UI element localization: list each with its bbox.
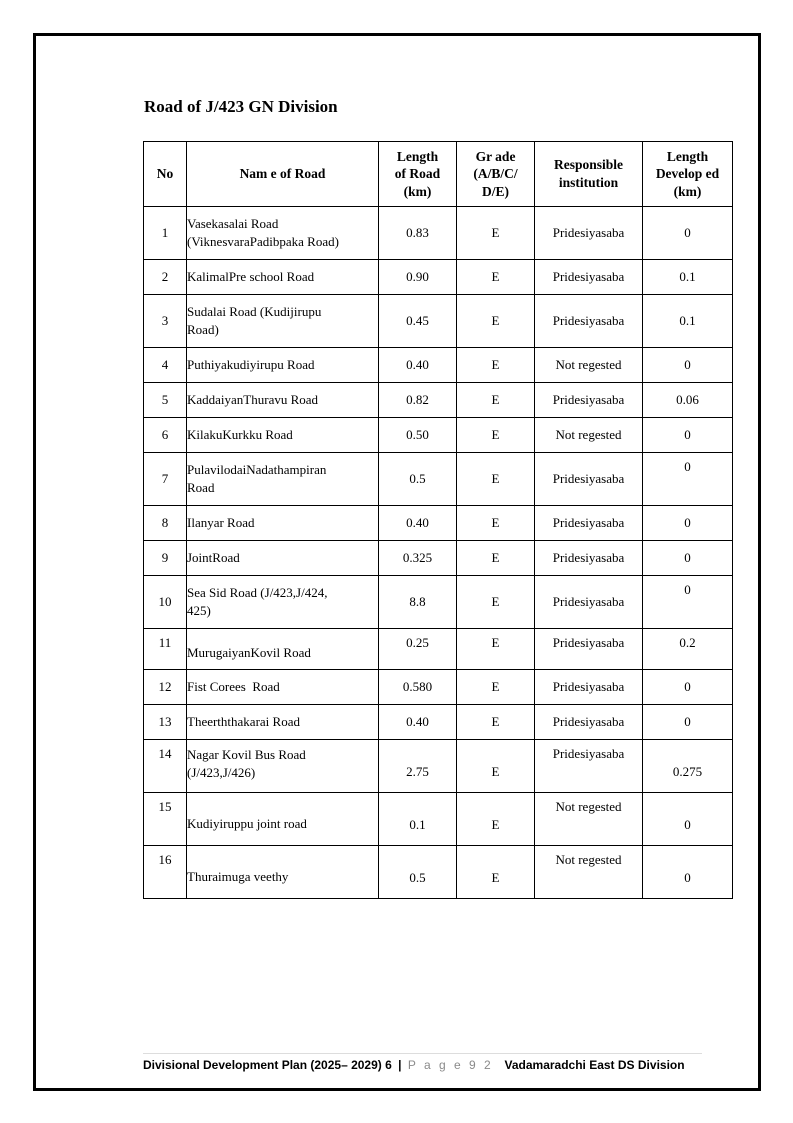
row-institution: Pridesiyasaba <box>535 383 643 418</box>
row-no: 4 <box>144 348 187 383</box>
footer-page-number: P a g e 9 2 <box>407 1058 494 1072</box>
row-length: 0.90 <box>379 260 457 295</box>
row-institution: Pridesiyasaba <box>535 576 643 629</box>
row-grade: E <box>457 295 535 348</box>
row-name-line-1: Sea Sid Road (J/423,J/424, <box>187 585 328 601</box>
row-grade: E <box>457 207 535 260</box>
row-length: 0.82 <box>379 383 457 418</box>
header-no: No <box>144 142 187 207</box>
row-length: 0.25 <box>379 629 457 670</box>
header-institution <box>535 142 643 207</box>
row-no: 15 <box>144 793 187 846</box>
row-name: KaddaiyanThuravu Road <box>187 383 379 418</box>
row-grade: E <box>457 793 535 846</box>
row-institution: Pridesiyasaba <box>535 740 643 793</box>
table-row <box>144 541 733 576</box>
row-developed: 0 <box>643 348 733 383</box>
row-institution: Pridesiyasaba <box>535 705 643 740</box>
row-length: 0.40 <box>379 506 457 541</box>
table-row <box>144 705 733 740</box>
footer-plan-title: Divisional Development Plan (2025– 2029) 6 <box>143 1058 392 1072</box>
row-developed: 0.275 <box>643 740 733 793</box>
row-institution: Pridesiyasaba <box>535 670 643 705</box>
table-row <box>144 629 733 670</box>
row-length: 0.45 <box>379 295 457 348</box>
header-length-line-2: of Road <box>394 166 441 182</box>
row-institution: Pridesiyasaba <box>535 629 643 670</box>
header-institution-line-1: Responsible <box>553 157 624 173</box>
row-name <box>187 295 379 348</box>
row-no: 2 <box>144 260 187 295</box>
row-length: 0.40 <box>379 348 457 383</box>
row-length: 2.75 <box>379 740 457 793</box>
table-row <box>144 418 733 453</box>
row-grade: E <box>457 629 535 670</box>
row-institution: Pridesiyasaba <box>535 295 643 348</box>
row-name-line-2: Road <box>187 480 215 495</box>
row-length: 0.50 <box>379 418 457 453</box>
header-length-line-1: Length <box>396 148 439 164</box>
row-name <box>187 740 379 793</box>
header-length-line-3: (km) <box>403 183 432 199</box>
header-grade-line-2: (A/B/C/ <box>473 166 518 182</box>
row-grade: E <box>457 418 535 453</box>
row-name: KalimalPre school Road <box>187 260 379 295</box>
row-name: Kudiyiruppu joint road <box>187 793 379 846</box>
row-name: KilakuKurkku Road <box>187 418 379 453</box>
row-no: 16 <box>144 846 187 899</box>
row-institution: Pridesiyasaba <box>535 207 643 260</box>
row-grade: E <box>457 453 535 506</box>
row-name: MurugaiyanKovil Road <box>187 629 379 670</box>
row-name-line-1: Nagar Kovil Bus Road <box>187 747 306 762</box>
row-name-line-2: Road) <box>187 322 219 337</box>
table-row <box>144 506 733 541</box>
header-developed-line-2: Develop ed <box>655 166 720 182</box>
header-developed-line-3: (km) <box>673 183 702 199</box>
row-length: 0.5 <box>379 846 457 899</box>
table-row <box>144 348 733 383</box>
header-length <box>379 142 457 207</box>
row-institution: Pridesiyasaba <box>535 541 643 576</box>
row-grade: E <box>457 260 535 295</box>
row-developed: 0 <box>643 506 733 541</box>
row-name <box>187 576 379 629</box>
page-title: Road of J/423 GN Division <box>144 97 338 116</box>
row-name: Thuraimuga veethy <box>187 846 379 899</box>
row-length: 0.1 <box>379 793 457 846</box>
table-row <box>144 793 733 846</box>
row-grade: E <box>457 506 535 541</box>
header-name: Nam e of Road <box>187 142 379 207</box>
row-institution: Pridesiyasaba <box>535 506 643 541</box>
header-developed <box>643 142 733 207</box>
row-no: 11 <box>144 629 187 670</box>
row-no: 9 <box>144 541 187 576</box>
footer-division-name: Vadamaradchi East DS Division <box>504 1058 685 1072</box>
row-developed: 0 <box>643 541 733 576</box>
row-developed: 0 <box>643 705 733 740</box>
row-name: Theerththakarai Road <box>187 705 379 740</box>
row-no: 10 <box>144 576 187 629</box>
table-row <box>144 740 733 793</box>
row-name-line-2: (ViknesvaraPadibpaka Road) <box>187 234 339 249</box>
row-grade: E <box>457 348 535 383</box>
row-developed: 0 <box>643 453 733 506</box>
row-no: 7 <box>144 453 187 506</box>
roads-table <box>143 141 733 899</box>
row-grade: E <box>457 541 535 576</box>
row-name: Ilanyar Road <box>187 506 379 541</box>
row-no: 12 <box>144 670 187 705</box>
row-name: Puthiyakudiyirupu Road <box>187 348 379 383</box>
row-no: 14 <box>144 740 187 793</box>
footer-separator: | <box>398 1058 402 1072</box>
row-length: 0.83 <box>379 207 457 260</box>
row-length: 8.8 <box>379 576 457 629</box>
header-institution-line-2: institution <box>558 175 619 190</box>
row-name-line-2: (J/423,J/426) <box>187 764 256 780</box>
header-grade <box>457 142 535 207</box>
row-name <box>187 453 379 506</box>
row-institution: Not regested <box>535 846 643 899</box>
row-grade: E <box>457 846 535 899</box>
row-name-line-2: 425) <box>187 603 211 618</box>
footer-divider <box>143 1053 702 1054</box>
table-row <box>144 260 733 295</box>
row-developed: 0 <box>643 793 733 846</box>
row-developed: 0.2 <box>643 629 733 670</box>
row-no: 6 <box>144 418 187 453</box>
row-grade: E <box>457 705 535 740</box>
row-developed: 0 <box>643 418 733 453</box>
row-institution: Not regested <box>535 348 643 383</box>
row-developed: 0 <box>643 846 733 899</box>
table-row <box>144 295 733 348</box>
row-length: 0.580 <box>379 670 457 705</box>
row-grade: E <box>457 740 535 793</box>
row-length: 0.40 <box>379 705 457 740</box>
row-developed: 0 <box>643 576 733 629</box>
row-institution: Not regested <box>535 793 643 846</box>
row-no: 13 <box>144 705 187 740</box>
page-footer <box>143 1058 685 1072</box>
row-institution: Pridesiyasaba <box>535 453 643 506</box>
table-row <box>144 576 733 629</box>
table-row <box>144 383 733 418</box>
row-grade: E <box>457 670 535 705</box>
table-row <box>144 453 733 506</box>
row-name-line-1: Sudalai Road (Kudijirupu <box>187 304 322 320</box>
header-grade-line-1: Gr ade <box>475 148 516 164</box>
row-length: 0.325 <box>379 541 457 576</box>
row-grade: E <box>457 576 535 629</box>
row-developed: 0.1 <box>643 295 733 348</box>
row-developed: 0 <box>643 670 733 705</box>
row-no: 5 <box>144 383 187 418</box>
table-header-row <box>144 142 733 207</box>
row-name-line-1: Vasekasalai Road <box>187 216 279 232</box>
row-developed: 0.06 <box>643 383 733 418</box>
table-row <box>144 670 733 705</box>
row-length: 0.5 <box>379 453 457 506</box>
table-row <box>144 207 733 260</box>
header-grade-line-3: D/E) <box>482 183 509 199</box>
row-name: Fist Corees Road <box>187 670 379 705</box>
row-institution: Not regested <box>535 418 643 453</box>
table-row <box>144 846 733 899</box>
row-developed: 0.1 <box>643 260 733 295</box>
row-institution: Pridesiyasaba <box>535 260 643 295</box>
row-name: JointRoad <box>187 541 379 576</box>
row-developed: 0 <box>643 207 733 260</box>
row-name-line-1: PulavilodaiNadathampiran <box>187 462 327 478</box>
row-name <box>187 207 379 260</box>
row-no: 1 <box>144 207 187 260</box>
row-no: 8 <box>144 506 187 541</box>
row-grade: E <box>457 383 535 418</box>
header-developed-line-1: Length <box>666 148 709 164</box>
row-no: 3 <box>144 295 187 348</box>
